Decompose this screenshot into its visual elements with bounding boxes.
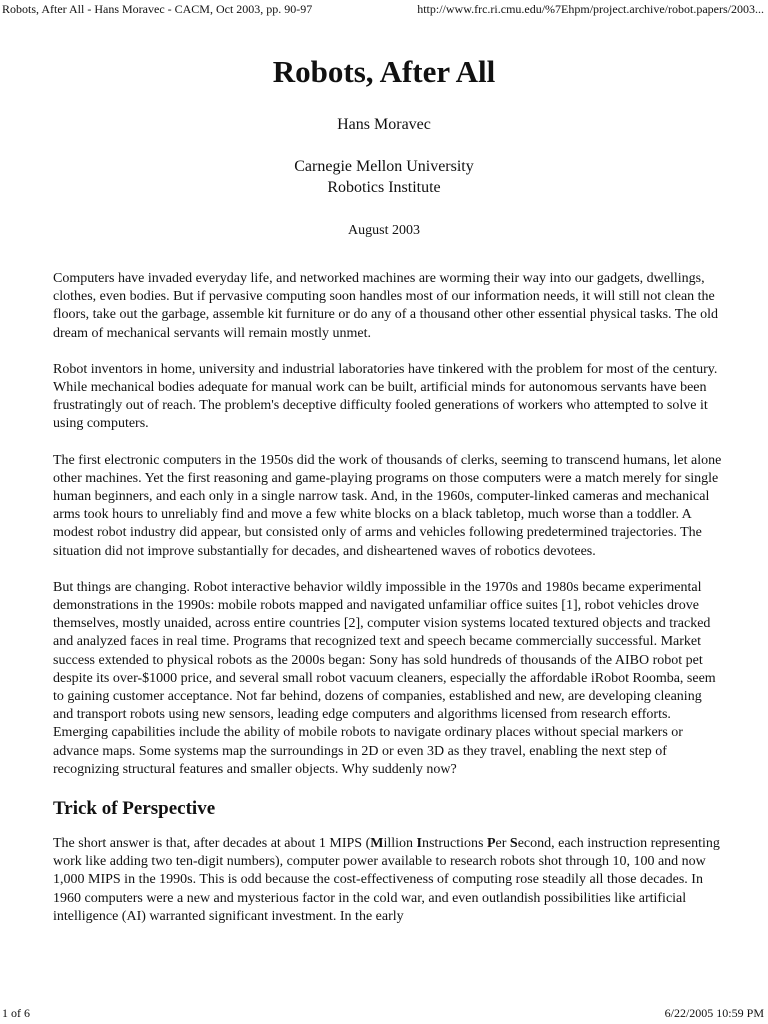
mips-m-letter: M <box>370 836 384 852</box>
author-name: Hans Moravec <box>337 116 431 133</box>
article-body <box>53 270 723 944</box>
section-paragraph-end: , each instruction representing work like adding two ten-digit numbers), computer power available to research robots shot through 10, 100 and now 1,000 MIPS in the 1990s. This is odd because the cost-effectiveness of computing rose steadily all those decades. In 1960 computers were a new and mysterious factor in the cold war, and even outlandish possibilities like artificial intelligence (AI) warranted significant investment. In the early <box>53 836 720 924</box>
article-title: Robots, After All <box>272 54 496 89</box>
header-url: http://www.frc.ri.cmu.edu/%7Ehpm/project.archive/robot.papers/2003... <box>417 2 764 16</box>
mips-i-rest: nstructions <box>421 836 487 852</box>
section-paragraph-start: The short answer is that, after decades at about 1 MIPS ( <box>53 836 371 852</box>
paragraph-1: Computers have invaded everyday life, and networked machines are worming their way into our gadgets, dwellings, clothes, even bodies. But if pervasive computing soon handles most of our information needs, it will still not clean the floors, take out the garbage, assemble kit furniture or do any of a thousand other other essential physical tasks. The old dream of mechanical servants will remain mostly unmet. <box>53 271 718 341</box>
mips-m-rest: illion <box>383 836 417 852</box>
header-document-title: Robots, After All - Hans Moravec - CACM, Oct 2003, pp. 90-97 <box>2 2 313 16</box>
mips-s-rest: econd <box>517 836 552 852</box>
affiliation-university: Carnegie Mellon University <box>294 158 474 175</box>
page-footer <box>0 1004 768 1024</box>
paragraph-4: But things are changing. Robot interactive behavior wildly impossible in the 1970s and 1980s became experimental demonstrations in the 1990s: mobile robots mapped and navigated unfamiliar office suites [1], robot vehicles drove themselves, mostly unaided, across entire countries [2], computer vision systems located textured objects and tracked and analyzed faces in real time. Programs that recognized text and speech became commercially successful. Market success extended to physical robots as the 2000s began: Sony has sold hundreds of thousands of the AIBO robot pet despite its over-$1000 price, and several small robot vacuum cleaners, especially the affordable iRobot Roomba, seem to gaining customer acceptance. Not far behind, dozens of companies, established and new, are developing cleaning and transport robots using new sensors, leading edge computers and algorithms licensed from research efforts. Emerging capabilities include the ability of mobile robots to navigate ordinary places without special markers or advance maps. Some systems map the surroundings in 2D or even 3D as they travel, enabling the next step of recognizing structural features and smaller objects. Why suddenly now? <box>53 579 716 777</box>
mips-p-letter: P <box>486 836 496 852</box>
page-header <box>0 0 768 20</box>
paragraph-3: The first electronic computers in the 1950s did the work of thousands of clerks, seeming to transcend humans, let alone other machines. Yet the first reasoning and game-playing programs on those computers were a match merely for single human beginners, and each only in a single narrow task. And, in the 1960s, computer-linked cameras and mechanical arms took hours to unreliably find and move a few white blocks on a black tabletop, much worse than a toddler. A modest robot industry did appear, but consisted only of arms and vehicles following predetermined trajectories. The situation did not improve substantially for decades, and disheartened waves of robotics devotees. <box>53 452 722 559</box>
mips-s-letter: S <box>509 836 518 852</box>
page-number: 1 of 6 <box>2 1006 30 1020</box>
affiliation-institute: Robotics Institute <box>327 179 441 196</box>
mips-p-rest: er <box>495 836 510 852</box>
publication-date: August 2003 <box>348 223 420 238</box>
mips-i-letter: I <box>416 836 422 852</box>
print-timestamp: 6/22/2005 10:59 PM <box>664 1006 764 1020</box>
paragraph-2: Robot inventors in home, university and industrial laboratories have tinkered with the problem for most of the century. While mechanical bodies adequate for manual work can be built, artificial minds for autonomous servants have been frustratingly out of reach. The problem's deceptive difficulty fooled generations of workers who attempted to solve it using computers. <box>53 361 718 432</box>
section-heading: Trick of Perspective <box>53 798 216 820</box>
section-paragraph <box>53 835 723 926</box>
